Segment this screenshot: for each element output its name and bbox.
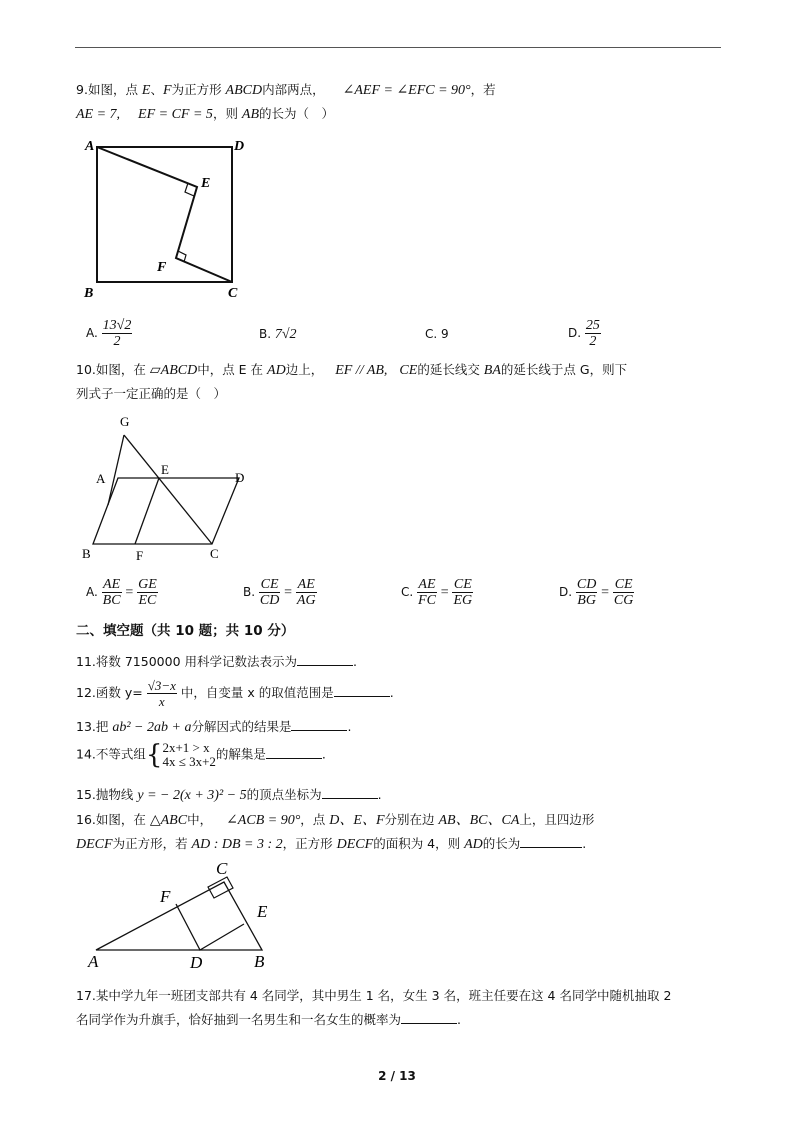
section-title: 二、填空题（共 10 题；共 10 分） [76,623,295,639]
answer-blank[interactable] [266,746,322,759]
q9-line2: AE = 7, EF = CF = 5，则 AB的长为（ ） [76,106,335,122]
label-c: C [210,546,219,561]
q10-option-b[interactable]: B. $\frac{CE}{CD}$ = $\frac{AE}{AG}$ [243,577,316,608]
q9-figure [80,135,250,305]
q10-option-a[interactable]: A. $\frac{AE}{BC}$ = $\frac{GE}{EC}$ [86,577,157,608]
answer-blank[interactable] [334,684,390,697]
answer-blank[interactable] [520,835,582,848]
q9-option-b[interactable]: B. 7√2 [259,327,297,342]
q17-line1: 17.某中学九年一班团支部共有 4 名同学，其中男生 1 名，女生 3 名，班主任要在这 4 名同学中随机抽取 2 [76,988,672,1003]
q16-figure [84,855,284,975]
line-gc [124,435,212,544]
answer-blank[interactable] [401,1011,457,1024]
q9-option-d[interactable]: D. $\frac{25}{2}$ [568,318,600,349]
label-g: G [120,414,130,429]
label-e: E [201,176,211,191]
line-ef [135,478,159,544]
label-c: C [216,859,228,878]
q10-figure [78,410,268,570]
right-angle-c [208,877,233,898]
label-b: B [82,546,91,561]
brace-icon: { [145,740,163,770]
q10-line1: 10.如图，在 ▱ABCD中，点 E 在 AD边上， EF // AB, CE的延长线交 BA的延长线于点 G，则下 [76,362,628,378]
q15: 15.抛物线 y = − 2(x + 3)² − 5的顶点坐标为 . [76,787,382,803]
answer-blank[interactable] [297,653,353,666]
q13: 13.把 ab² − 2ab + a分解因式的结果是 . [76,719,352,735]
label-b: B [254,952,265,971]
label-f: F [160,887,171,906]
label-a: A [85,139,95,154]
answer-blank[interactable] [291,718,347,731]
answer-blank[interactable] [322,786,378,799]
q12: 12.函数 y= $\frac{√3-x}{x}$ 中，自变量 x 的取值范围是 . [76,678,394,709]
triangle-abc [96,882,262,950]
label-d: D [190,953,203,972]
label-e: E [161,462,169,477]
label-e: E [257,902,268,921]
page-number: 2 / 13 [378,1069,416,1083]
line-ag [108,435,124,505]
label-a: A [88,952,99,971]
q11: 11.将数 7150000 用科学记数法表示为 . [76,654,357,669]
q16-line1: 16.如图，在 △ABC中， ∠ACB = 90°，点 D、E、F分别在边 AB、BC、CA上，且四边形 [76,812,595,828]
label-c: C [228,286,238,301]
q10-line2: 列式子一定正确的是（ ） [76,386,227,401]
label-a: A [96,471,106,486]
label-d: D [235,470,245,485]
label-f: F [136,548,144,563]
square-sides [176,904,244,950]
q14: 14.不等式组{ 2x+1 > x 4x ≤ 3x+2 的解集是 . [76,740,326,770]
q9-option-a[interactable]: A. $\frac{13√2}{2}$ [86,318,132,349]
q17-line2: 名同学作为升旗手，恰好抽到一名男生和一名女生的概率为 . [76,1012,461,1027]
q16-line2: DECF为正方形，若 AD : DB = 3 : 2，正方形 DECF的面积为 4，则 AD的长为 . [76,836,587,852]
q10-option-c[interactable]: C. $\frac{AE}{FC}$ = $\frac{CE}{EG}$ [401,577,473,608]
header-rule [75,47,721,48]
label-b: B [84,286,94,301]
q9-line1: 9.如图，点 E、F为正方形 ABCD内部两点， ∠AEF = ∠EFC = 90°，若 [76,82,496,98]
label-f: F [157,260,167,275]
q9-option-c[interactable]: C. 9 [425,327,449,341]
label-d: D [234,139,245,154]
q10-option-d[interactable]: D. $\frac{CD}{BG}$ = $\frac{CE}{CG}$ [559,577,634,608]
